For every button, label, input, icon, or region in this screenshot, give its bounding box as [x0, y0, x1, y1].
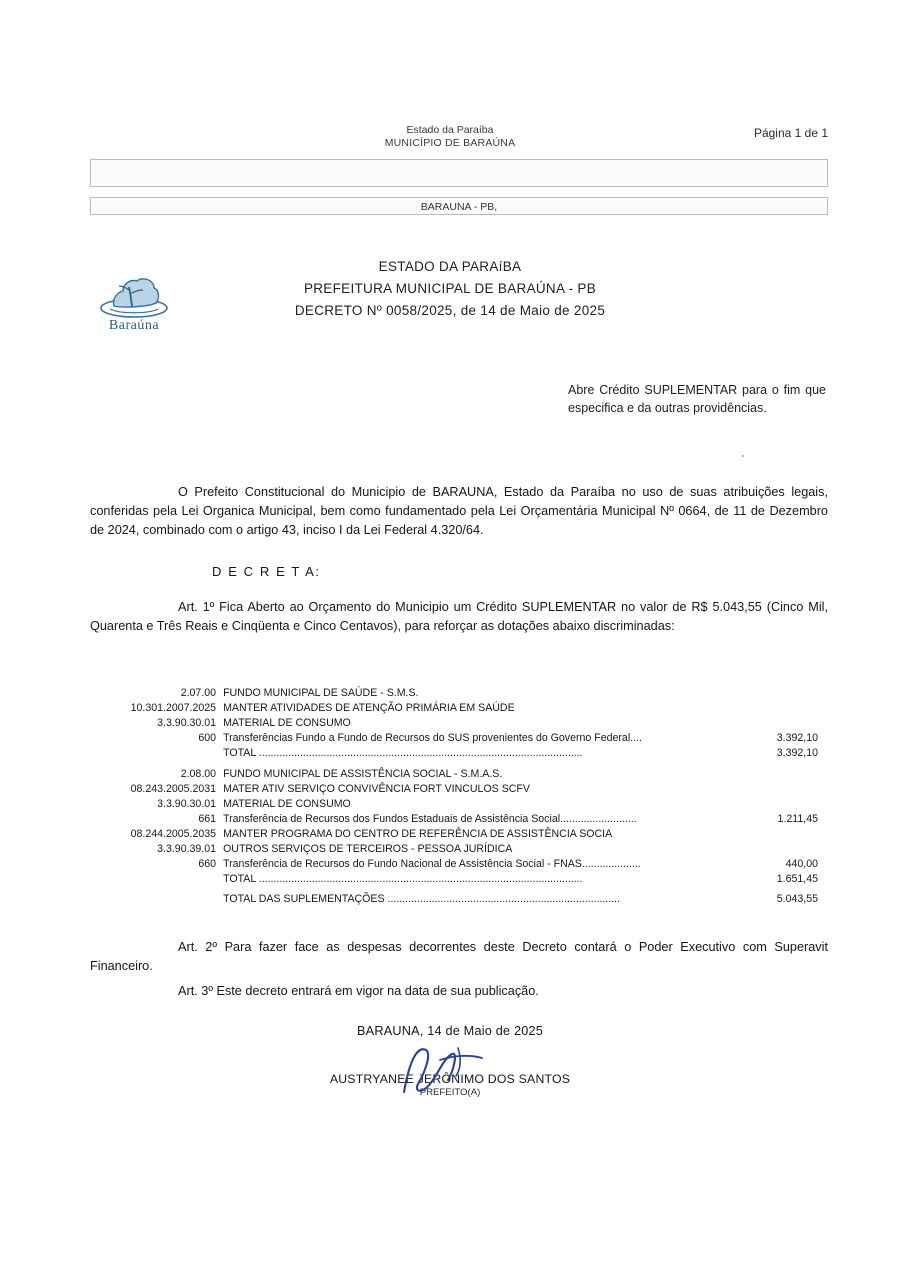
row-desc: MATER ATIV SERVIÇO CONVIVÊNCIA FORT VINCULOS SCFV — [223, 782, 530, 795]
decreta-heading: D E C R E T A: — [212, 564, 321, 579]
paragraph-art1-text: Art. 1º Fica Aberto ao Orçamento do Municipio um Crédito SUPLEMENTAR no valor de R$ 5.043,55 (Cinco Mil, Quarenta e Três Reais e Cinqüenta e Cinco Centavos), para reforçar as dotações abaixo discriminadas: — [90, 600, 828, 633]
table-row — [90, 871, 828, 886]
signature-role: PREFEITO(A) — [419, 1087, 481, 1098]
header-city-bar: BARAUNA - PB, — [90, 197, 828, 215]
logo-wordmark: Baraúna — [108, 318, 160, 333]
row-value: 3.392,10 — [776, 732, 818, 744]
row-code — [90, 886, 223, 907]
row-value — [734, 761, 828, 782]
row-value — [734, 701, 828, 716]
row-desc: OUTROS SERVIÇOS DE TERCEIROS - PESSOA JURÍDICA — [223, 842, 513, 855]
table-row — [90, 731, 828, 746]
row-value — [734, 841, 828, 856]
paragraph-art3 — [90, 982, 828, 1001]
signature-city-date: BARAUNA, 14 de Maio de 2025 — [357, 1024, 543, 1038]
row-code — [90, 871, 223, 886]
row-value: 1.211,45 — [777, 812, 818, 825]
paragraph-art1 — [90, 598, 828, 636]
row-code — [90, 746, 223, 761]
table-row — [90, 680, 828, 701]
table-row — [90, 701, 828, 716]
table-row — [90, 811, 828, 826]
stray-mark — [742, 455, 744, 457]
row-value — [734, 826, 828, 841]
row-value — [734, 680, 828, 701]
table-row — [90, 826, 828, 841]
row-code: 3.3.90.30.01 — [157, 797, 217, 810]
signature-block — [0, 1024, 900, 1098]
row-value: 440,00 — [785, 857, 818, 870]
row-value — [734, 716, 828, 731]
row-desc: MATERIAL DE CONSUMO — [223, 717, 351, 729]
row-desc: Transferência de Recursos dos Fundos Estaduais de Assistência Social.......................... — [223, 812, 637, 825]
row-code: 08.244.2005.2035 — [130, 827, 217, 840]
table-row — [90, 746, 828, 761]
row-code: 661 — [198, 812, 217, 825]
table-row — [90, 761, 828, 782]
row-code: 2.08.00 — [180, 767, 217, 780]
ementa-text: Abre Crédito SUPLEMENTAR para o fim que especifica e da outras providências. — [568, 383, 826, 415]
row-code: 660 — [198, 857, 217, 870]
header-blank-bar — [90, 159, 828, 187]
row-value — [734, 796, 828, 811]
page-number: Página 1 de 1 — [753, 126, 828, 140]
paragraph-art2-text: Art. 2º Para fazer face as despesas decorrentes deste Decreto contará o Poder Executivo com Superavit Financeiro. — [90, 940, 828, 973]
table-row — [90, 796, 828, 811]
row-desc: TOTAL .............................................................................................................. — [223, 872, 583, 885]
row-desc: TOTAL .............................................................................................................. — [223, 747, 583, 759]
row-desc: Transferências Fundo a Fundo de Recursos do SUS provenientes do Governo Federal.... — [223, 732, 642, 744]
row-desc: MANTER PROGRAMA DO CENTRO DE REFERÊNCIA DE ASSISTÊNCIA SOCIA — [223, 827, 613, 840]
row-value: 5.043,55 — [776, 893, 818, 905]
table-row — [90, 781, 828, 796]
title-line-prefeitura: PREFEITURA MUNICIPAL DE BARAÚNA - PB — [303, 281, 597, 296]
row-code: 08.243.2005.2031 — [130, 782, 217, 795]
header-line-2: MUNICÍPIO DE BARAÚNA — [384, 137, 516, 149]
paragraph-art3-text: Art. 3º Este decreto entrará em vigor na data de sua publicação. — [178, 984, 539, 998]
row-code: 600 — [198, 732, 217, 744]
row-desc: FUNDO MUNICIPAL DE ASSISTÊNCIA SOCIAL - S.M.A.S. — [223, 767, 503, 780]
row-desc: FUNDO MUNICIPAL DE SAÚDE - S.M.S. — [223, 687, 419, 699]
paragraph-preamble — [90, 483, 828, 540]
budget-table-body — [90, 680, 828, 907]
header-line-1: Estado da Paraíba — [406, 124, 494, 136]
row-code: 3.3.90.39.01 — [157, 842, 217, 855]
row-code: 10.301.2007.2025 — [130, 702, 217, 714]
row-desc: MANTER ATIVIDADES DE ATENÇÃO PRIMÁRIA EM SAÚDE — [223, 702, 515, 714]
title-line-state: ESTADO DA PARAíBA — [378, 259, 522, 274]
row-value — [734, 781, 828, 796]
row-code: 3.3.90.30.01 — [157, 717, 217, 729]
row-desc: MATERIAL DE CONSUMO — [223, 797, 351, 810]
title-line-decreto: DECRETO Nº 0058/2025, de 14 de Maio de 2025 — [294, 303, 606, 318]
table-row — [90, 841, 828, 856]
document-title-block — [0, 256, 900, 322]
row-code: 2.07.00 — [180, 687, 217, 699]
signature-name: AUSTRYANEE JERÔNIMO DOS SANTOS — [329, 1072, 571, 1086]
table-row-total — [90, 886, 828, 907]
budget-table — [90, 680, 828, 907]
row-value: 3.392,10 — [776, 747, 818, 759]
row-desc: Transferência de Recursos do Fundo Nacional de Assistência Social - FNAS.................... — [223, 857, 641, 870]
table-row — [90, 716, 828, 731]
row-desc: TOTAL DAS SUPLEMENTAÇÕES ............................................................................... — [223, 893, 621, 905]
row-value: 1.651,45 — [776, 872, 818, 885]
table-row — [90, 856, 828, 871]
paragraph-art2 — [90, 938, 828, 976]
paragraph-preamble-text: O Prefeito Constitucional do Municipio de BARAUNA, Estado da Paraíba no uso de suas atribuições legais, conferidas pela Lei Organica Municipal, bem como fundamentado pela Lei Orçamentária Municipal Nº 0664, de 11 de Dezembro de 2024, combinado com o artigo 43, inciso I da Lei Federal 4.320/64. — [90, 485, 828, 537]
